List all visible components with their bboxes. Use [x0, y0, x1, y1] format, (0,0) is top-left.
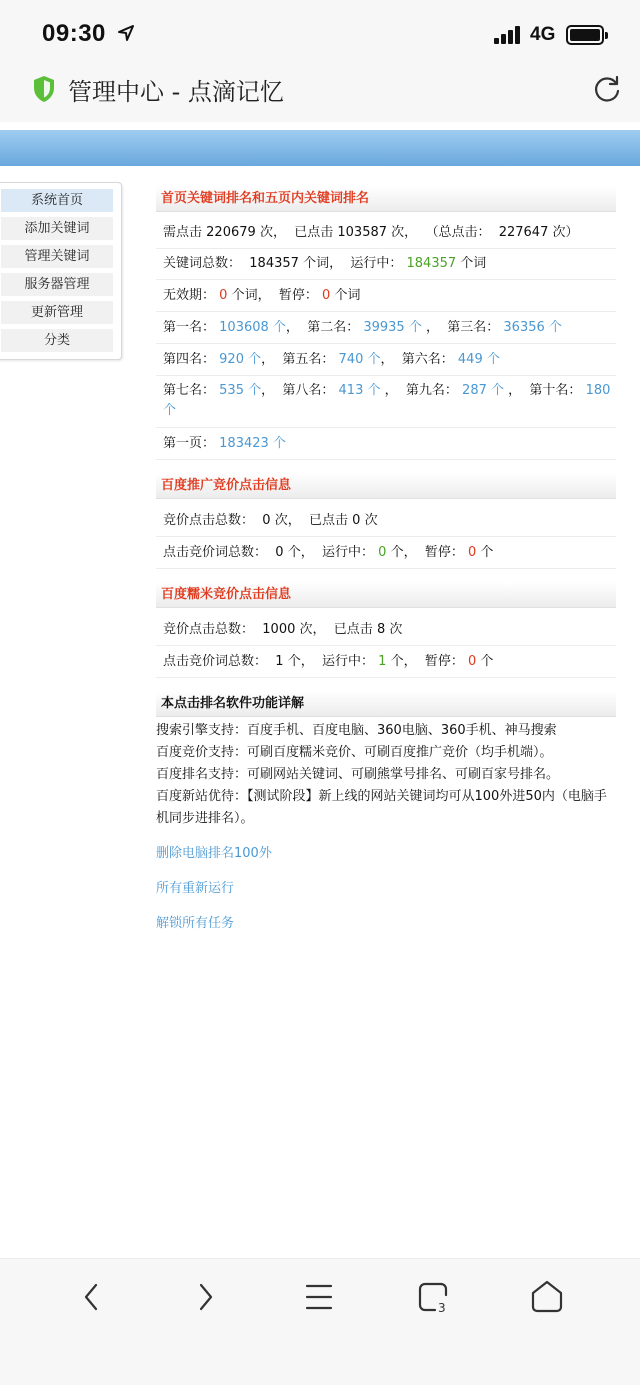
section-title-baidu-promo: 百度推广竞价点击信息	[156, 473, 616, 499]
page-title: 管理中心 - 点滴记忆	[68, 78, 284, 106]
back-icon[interactable]	[72, 1277, 112, 1317]
tabs-icon[interactable]	[413, 1277, 453, 1317]
forward-icon[interactable]	[185, 1277, 225, 1317]
battery-icon	[566, 25, 604, 45]
promo-words-row: 点击竞价词总数： 0 个， 运行中： 0 个， 暂停： 0 个	[156, 537, 616, 569]
feature-line: 百度排名支持：可刷网站关键词、可刷熊掌号排名、可刷百家号排名。	[156, 767, 560, 782]
feature-line: 百度新站优待：【测试阶段】新上线的网站关键词均可从100外进50内（电脑手机同步进排名）。	[156, 789, 607, 826]
menu-item-category[interactable]: 分类	[1, 329, 113, 353]
ranking-keywords-row: 关键词总数： 184357 个词， 运行中： 184357 个词	[156, 249, 616, 280]
delete-pc-rank-link[interactable]: 删除电脑排名100外	[156, 846, 272, 861]
cellular-signal-icon	[494, 26, 522, 44]
shield-icon	[32, 74, 56, 104]
section-title-ranking: 首页关键词排名和五页内关键词排名	[156, 186, 616, 212]
ranking-row-4-6: 第四名： 920 个， 第五名： 740 个， 第六名： 449 个	[156, 344, 616, 376]
nuomi-words-row: 点击竞价词总数： 1 个， 运行中： 1 个， 暂停： 0 个	[156, 646, 616, 678]
reload-icon[interactable]	[592, 74, 622, 104]
bottom-nav	[0, 1258, 640, 1385]
header-band	[0, 130, 640, 166]
section-title-baidu-nuomi: 百度糯米竞价点击信息	[156, 582, 616, 608]
feature-line: 百度竞价支持：可刷百度糯米竞价、可刷百度推广竞价（均手机端）。	[156, 745, 553, 760]
ranking-row-7-10: 第七名： 535 个， 第八名： 413 个 ， 第九名： 287 个 ， 第十名： 180 个	[156, 376, 616, 428]
status-time: 09:30	[42, 20, 106, 47]
status-bar	[0, 0, 640, 66]
browser-bar	[0, 66, 640, 122]
menu-item-home[interactable]: 系统首页	[1, 189, 113, 213]
tab-count: 3	[438, 1301, 446, 1315]
menu-icon[interactable]	[299, 1277, 339, 1317]
feature-line: 搜索引擎支持：百度手机、百度电脑、360电脑、360手机、神马搜索	[156, 723, 557, 738]
menu-item-update-manage[interactable]: 更新管理	[1, 301, 113, 325]
location-arrow-icon	[117, 24, 135, 42]
unlock-all-link[interactable]: 解锁所有任务	[156, 916, 235, 931]
network-type: 4G	[530, 24, 556, 45]
ranking-clicks-row: 需点击 220679 次， 已点击 103587 次， （总点击： 227647 次）	[156, 218, 616, 249]
menu-item-server-manage[interactable]: 服务器管理	[1, 273, 113, 297]
promo-clicks-row: 竞价点击总数： 0 次， 已点击 0 次	[156, 506, 616, 537]
ranking-row-1-3: 第一名： 103608 个， 第二名： 39935 个 ， 第三名： 36356 个	[156, 312, 616, 344]
ranking-page1-row: 第一页： 183423 个	[156, 428, 616, 460]
section-title-features: 本点击排名软件功能详解	[156, 691, 616, 717]
nuomi-clicks-row: 竞价点击总数： 1000 次， 已点击 8 次	[156, 615, 616, 646]
menu-item-add-keyword[interactable]: 添加关键词	[1, 217, 113, 241]
ranking-invalid-row: 无效期： 0 个词， 暂停： 0 个词	[156, 280, 616, 312]
side-menu	[0, 182, 122, 360]
menu-item-manage-keywords[interactable]: 管理关键词	[1, 245, 113, 269]
home-icon[interactable]	[527, 1277, 567, 1317]
rerun-all-link[interactable]: 所有重新运行	[156, 881, 235, 896]
